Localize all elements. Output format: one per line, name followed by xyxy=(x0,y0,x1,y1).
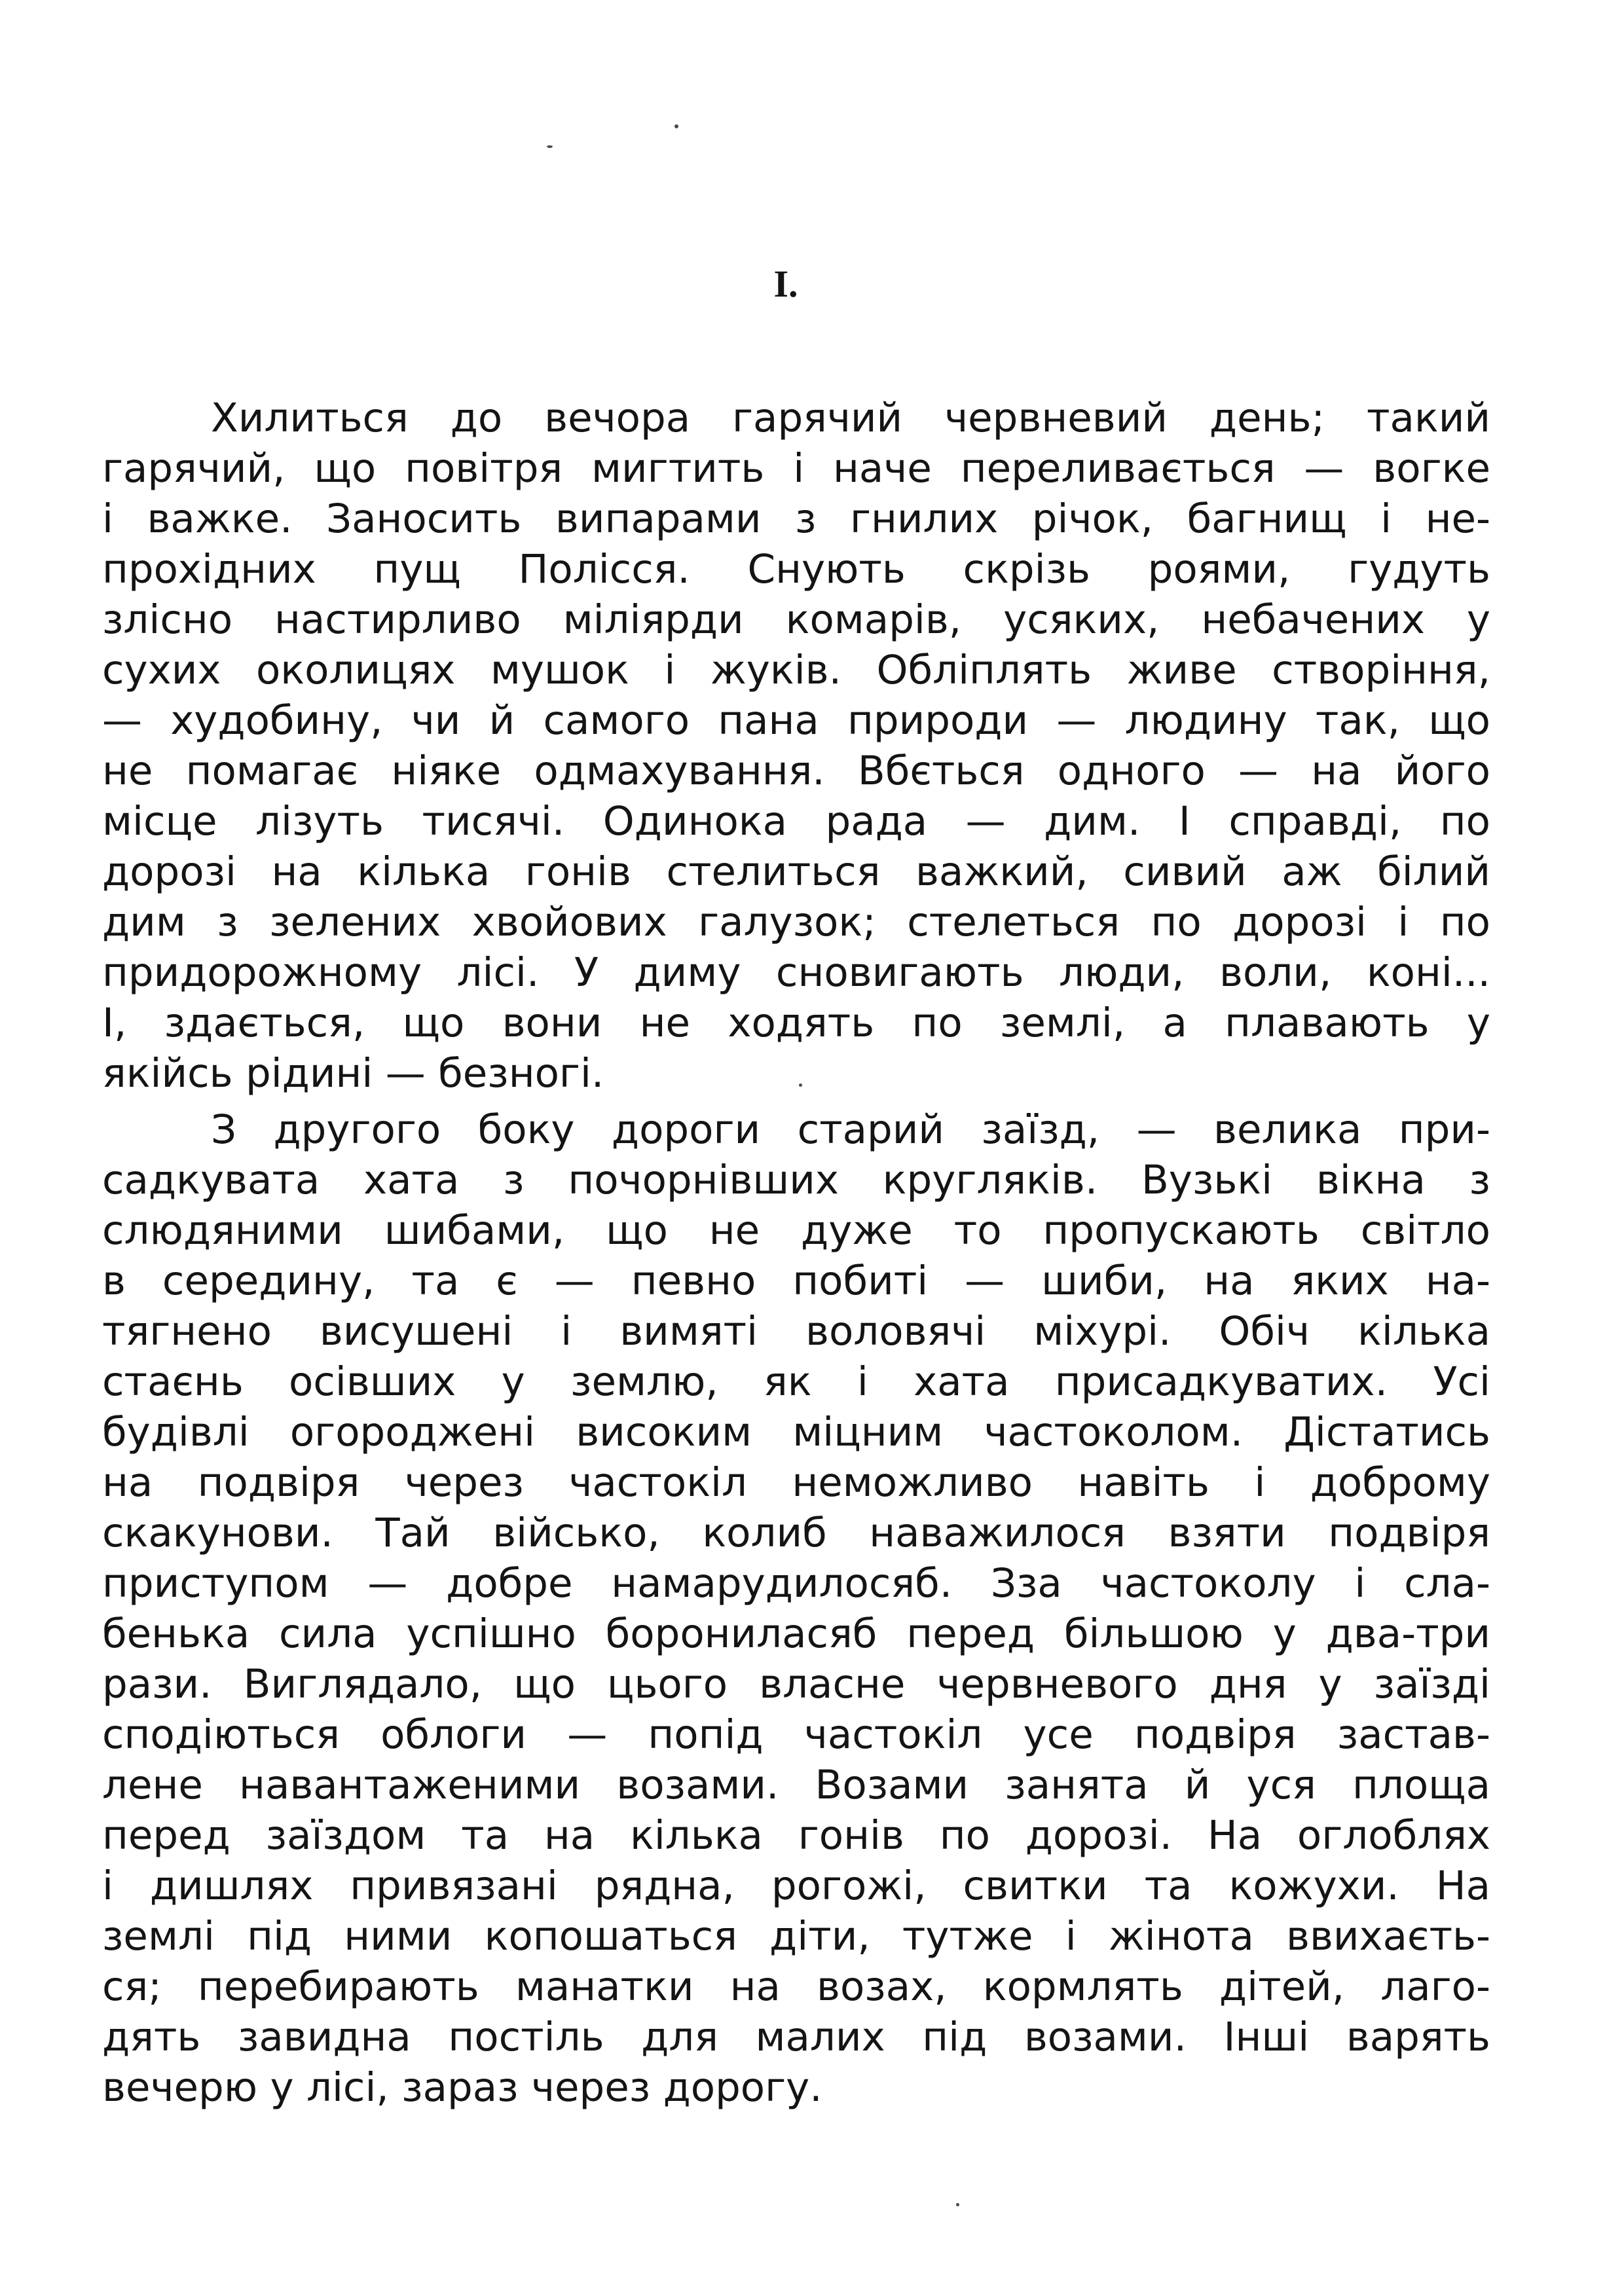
print-speck xyxy=(956,2203,959,2206)
chapter-number: I. xyxy=(773,263,798,305)
text-line: стаєнь осівших у землю, як і хата присадкуватих. Усі xyxy=(102,1358,1490,1405)
text-line: на подвіря через частокіл неможливо навіть і доброму xyxy=(102,1459,1490,1506)
text-line: будівлі огороджені високим міцним частоколом. Дістатись xyxy=(102,1409,1490,1455)
paragraph-2 xyxy=(102,1104,1490,2113)
text-line: приступом — добре намарудилосяб. Зза частоколу і сла- xyxy=(102,1560,1490,1607)
text-line: якійсь рідині — безногі. xyxy=(102,1050,604,1097)
text-line: лене навантаженими возами. Возами занята й уся площа xyxy=(102,1762,1490,1808)
text-line: злісно настирливо міліярди комарів, усяких, небачених у xyxy=(102,596,1490,643)
body-text xyxy=(102,393,1490,2119)
paragraph-1 xyxy=(102,393,1490,1099)
text-line: — худобину, чи й самого пана природи — людину так, що xyxy=(102,697,1490,744)
text-line: ся; перебирають манатки на возах, кормлять дітей, лаго- xyxy=(102,1963,1490,2010)
text-line: в середину, та є — певно побиті — шиби, на яких на- xyxy=(102,1258,1490,1304)
text-line: сухих околицях мушок і жуків. Обліплять живе створіння, xyxy=(102,647,1490,693)
print-speck xyxy=(547,145,553,148)
text-line: місце лізуть тисячі. Одинока рада — дим. І справді, по xyxy=(102,798,1490,845)
text-line: землі під ними копошаться діти, тутже і жінота ввихаєть- xyxy=(102,1913,1490,1959)
text-line: гарячий, що повітря мигтить і наче переливається — вогке xyxy=(102,445,1490,492)
text-line: І, здається, що вони не ходять по землі, а плавають у xyxy=(102,1000,1490,1046)
text-line: Хилиться до вечора гарячий червневий день; такий xyxy=(211,395,1490,441)
text-line: дим з зелених хвойових галузок; стелеться по дорозі і по xyxy=(102,899,1490,945)
text-line: прохідних пущ Полісся. Снують скрізь роями, гудуть xyxy=(102,546,1490,592)
text-line: сподіються облоги — попід частокіл усе подвіря застав- xyxy=(102,1711,1490,1758)
text-line: садкувата хата з почорнівших кругляків. Вузькі вікна з xyxy=(102,1157,1490,1203)
text-line: і дишлях привязані рядна, рогожі, свитки та кожухи. На xyxy=(102,1863,1490,1909)
print-speck xyxy=(674,124,678,128)
text-line: слюдяними шибами, що не дуже то пропускають світло xyxy=(102,1207,1490,1254)
text-line: не помагає ніяке одмахування. Вбється одного — на його xyxy=(102,748,1490,794)
text-line: З другого боку дороги старий заїзд, — велика при- xyxy=(211,1106,1490,1153)
text-line: і важке. Заносить випарами з гнилих річок, багнищ і не- xyxy=(102,496,1490,542)
text-line: скакунови. Тай військо, колиб наважилося взяти подвіря xyxy=(102,1510,1490,1556)
text-line: рази. Виглядало, що цього власне червневого дня у заїзді xyxy=(102,1661,1490,1707)
text-line: придорожному лісі. У диму сновигають люди, воли, коні... xyxy=(102,949,1490,996)
text-line: перед заїздом та на кілька гонів по дорозі. На оглоблях xyxy=(102,1812,1490,1859)
text-line: вечерю у лісі, зараз через дорогу. xyxy=(102,2064,822,2111)
text-line: дорозі на кілька гонів стелиться важкий, сивий аж білий xyxy=(102,848,1490,895)
text-line: тягнено висушені і вимяті воловячі міхурі. Обіч кілька xyxy=(102,1308,1490,1355)
text-line: бенька сила успішно борониласяб перед більшою у два-три xyxy=(102,1611,1490,1657)
text-line: дять завидна постіль для малих під возами. Інші варять xyxy=(102,2014,1490,2060)
